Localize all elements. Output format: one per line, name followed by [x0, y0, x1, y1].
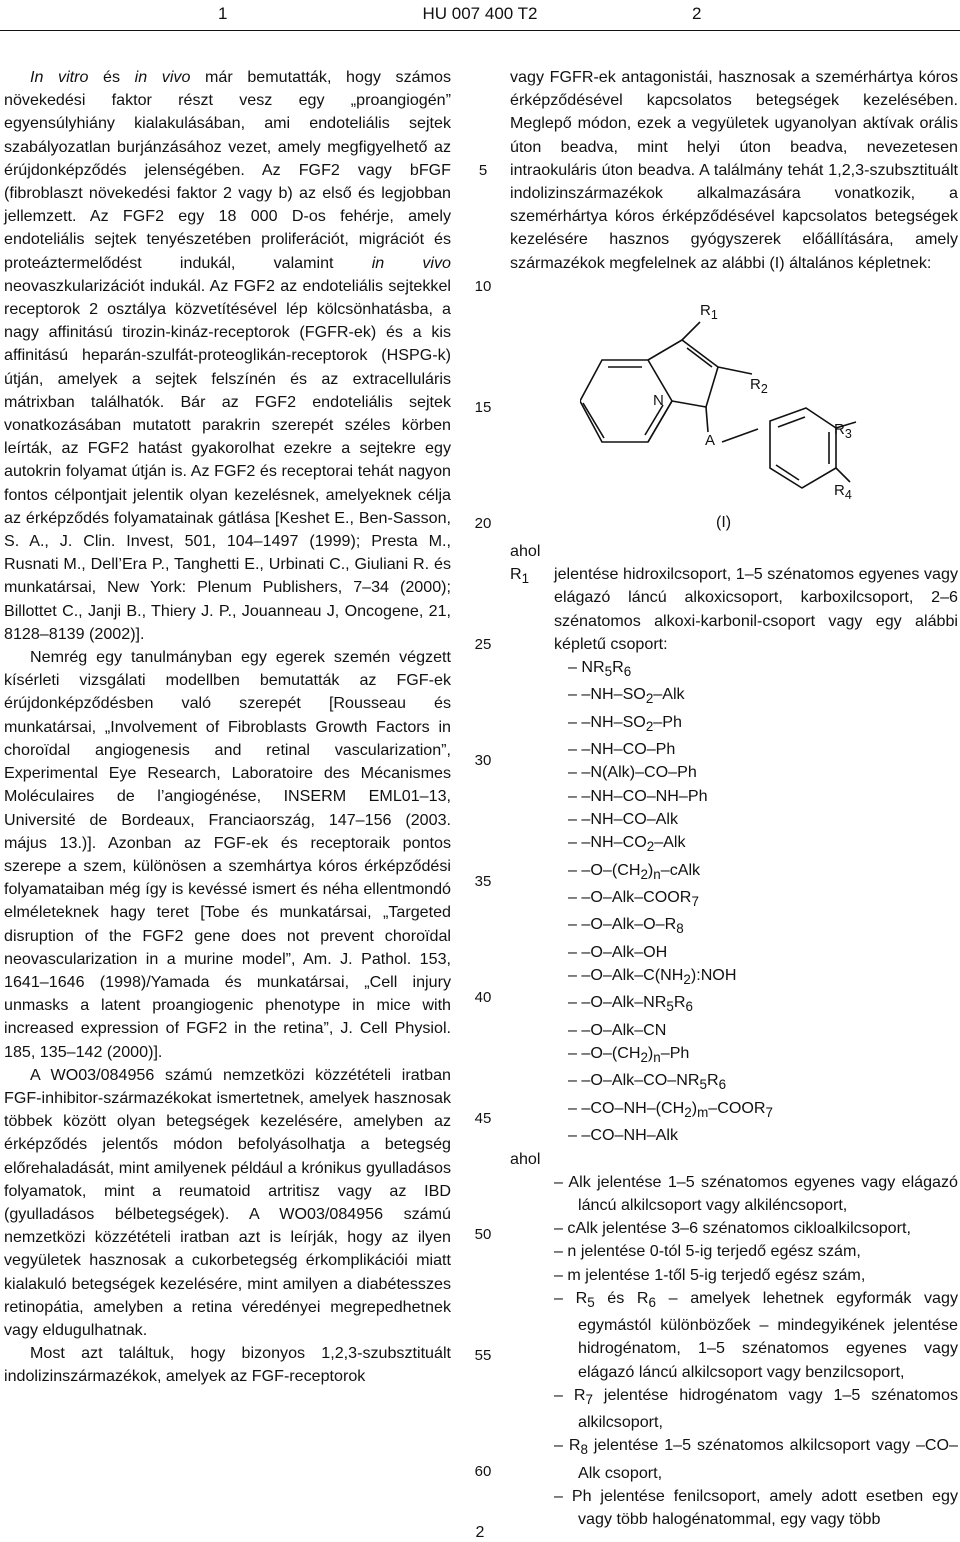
substituent-group: – $NR_5R_6$: [568, 658, 632, 680]
substituent-group: – $-O-(CH_2)_n-Ph$: [568, 1044, 690, 1066]
substituent-group-list: [510, 656, 958, 1147]
line-number: 35: [474, 873, 492, 890]
formula-caption: (I): [716, 514, 732, 531]
substituent-group: – $-O-(CH_2)_n$–cAlk: [568, 860, 701, 882]
label-r1: $R_1$: [700, 302, 718, 322]
subdefinition-item: – cAlk jelentése 3–6 szénatomos cikloalkilcsoport,: [554, 1219, 911, 1238]
line-number: 25: [474, 636, 492, 653]
substituent-group: – $-O-Alk-O-R_8$: [568, 915, 684, 937]
substituent-group: – $-O-Alk-COOR_7$: [568, 887, 699, 910]
right-column: [510, 66, 958, 275]
label-r3: $R_3$: [834, 421, 852, 441]
left-paragraph-1: In vitro és in vivo már bemutatták, hogy számos növekedési faktor részt vesz egy „proangiogén” egyensúlyhiány kialakulásában, ami endoteliális sejtek szabályozatlan burjánzásához vezet, amely megfigyelhető az érújdonképződés jelenségében. Az FGF2 vagy bFGF (fibroblaszt növekedési faktor 2 vagy b) az első és legjobban jellemzett. Az FGF2 egy 18 000 D-os fehérje, amely endoteliális sejtek tenyészetében proliferációt, migrációt és proteáztermelődést indukál, valamint in vivo neovaszkularizációt indukál. Az FGF2 az endoteliális sejtekkel receptorok 2 osztálya közvetítésével lép kölcsönhatásba, a nagy affinitású tirozin-kináz-receptorok (FGFR-ek) és a kis affinitású heparán-szulfát-proteoglikán-receptorok (HSPG-k) útján, amelyek a sejtek felszínén és az extracelluláris mátrixban találhatók. Bár az FGF2 endoteliális sejtek vonatkozásában mutatott parakrin szerepét széles körben leírták, az FGF2 hatást gyakorolhat ezekre a sejtekre egy autokrin folyamat útján is. Az FGF2 és receptorai tehát nagyon fontos célpontjait jelentik olyan kezelésnek, amelyeknek célja az érképződés folyamatainak gátlása [Keshet E., Ben-Sasson, S. A., J. Clin. Invest, 501, 104–1497 (1999); Presta M., Rusnati M., Dell’Era P., Tanghetti E., Urbinati C., Giuliani R. és munkatársai, New York: Plenum Publishers, 7–34 (2000); Billottet C., Janji B., Thiery J. P., Jouanneau J, Oncogene, 21, 8128–8139 (2002)].: [4, 68, 452, 643]
substituent-group: – $-NH-SO_2$–Alk: [568, 685, 685, 707]
subdefinition-item: – $R_5$ és $R_6$ – amelyek lehetnek egyformák vagy egymástól különbözőek – mindegyikének jelentése hidrogénatom, 1–5 szénatomos egyenes vagy elágazó láncú alkilcsoport vagy benzilcsoport,: [554, 1288, 958, 1381]
substituent-group: – $-CO-NH-(CH_2)_m-COOR_7$: [568, 1098, 773, 1121]
substituent-group: – $-NH-CO_2$–Alk: [568, 833, 686, 855]
benzene-ring: [770, 408, 836, 488]
substituent-group: – $-O-Alk-CO-NR_5R_6$: [568, 1071, 727, 1093]
subdefinition-item: – m jelentése 1-től 5-ig terjedő egész szám,: [554, 1265, 866, 1284]
r1-definition: [510, 563, 958, 656]
substituent-group: – –NH–CO–NH–Ph: [568, 786, 708, 805]
line-number: 55: [474, 1347, 492, 1364]
left-paragraph-4: Most azt találtuk, hogy bizonyos 1,2,3-szubsztituált indolizinszármazékok, amelyek az FGF-receptorok: [4, 1344, 451, 1386]
subdefinition-item: – Ph jelentése fenilcsoport, amely adott esetben egy vagy több halogénatommal, egy vagy több: [554, 1487, 958, 1529]
label-r4: $R_4$: [834, 482, 852, 502]
substituent-group: – –O–Alk–OH: [568, 942, 668, 961]
footer-page-number: 2: [475, 1524, 485, 1541]
substituent-group: – –N(Alk)–CO–Ph: [568, 763, 697, 782]
r1-key: $R_1$: [510, 565, 530, 587]
line-number: 20: [474, 515, 492, 532]
subdefinition-item: – $R_8$ jelentése 1–5 szénatomos alkilcsoport vagy –CO–Alk csoport,: [554, 1436, 958, 1482]
substituent-group: – $-O-Alk-C(NH_2):NOH$: [568, 965, 737, 988]
line-number: 60: [474, 1463, 492, 1480]
subdefinition-list: [510, 1171, 958, 1532]
label-a: A: [705, 432, 716, 449]
left-paragraph-3: A WO03/084956 számú nemzetközi közzétételi iratban FGF-inhibitor-származékokat ismertetnek, amelyek hasznosak többek között olyan betegségek kezelésére, amelyben az érképződés jelentős módon befolyásolhatja a betegség előrehaladását, mint amilyenek például a krónikus gyulladásos folyamatok, mint a reumatoid artritisz vagy az IBD (gyulladásos bélbetegségek). A WO03/084956 számú nemzetközi közzétételi iratban azt is leírják, hogy az ilyen vegyületek hasznosak a cukorbetegség érkomplikációi miatt kialakuló betegségek kezelésére, mint amilyen a diabétesszes retinopátia, amelyben a retina véredényei megrepedhetnek vagy eldugulhatnak.: [4, 1065, 451, 1339]
line-number: 30: [474, 752, 492, 769]
subdefinition-item: – Alk jelentése 1–5 szénatomos egyenes vagy elágazó láncú alkilcsoport vagy alkiléncsoport,: [554, 1172, 958, 1214]
left-column: [4, 66, 451, 1389]
header-rule: [0, 30, 960, 31]
line-number: 10: [474, 278, 492, 295]
ahol-label-1: ahol: [510, 542, 541, 560]
label-r2: $R_2$: [750, 376, 768, 396]
label-n: N: [653, 392, 664, 409]
line-number: 50: [474, 1226, 492, 1243]
header-right-page-number: 2: [692, 4, 702, 23]
line-number: 45: [474, 1110, 492, 1127]
line-number: 15: [474, 399, 492, 416]
substituent-group: – –NH–CO–Ph: [568, 740, 676, 759]
subdefinition-item: – n jelentése 0-tól 5-ig terjedő egész szám,: [554, 1242, 861, 1261]
header-document-id: HU 007 400 T2: [422, 4, 538, 23]
header-left-page-number: 1: [218, 4, 228, 23]
line-number: 5: [478, 162, 488, 179]
substituent-group: – –NH–CO–Alk: [568, 809, 679, 828]
substituent-group: – –O–Alk–CN: [568, 1020, 667, 1039]
chemical-structure: [580, 304, 880, 524]
line-number: 40: [474, 989, 492, 1006]
subdefinition-item: – $R_7$ jelentése hidrogénatom vagy 1–5 szénatomos alkilcsoport,: [554, 1385, 958, 1432]
substituent-group: – –CO–NH–Alk: [568, 1126, 679, 1145]
left-paragraph-2: Nemrég egy tanulmányban egy egerek szemén végzett kísérleti vizsgálati modellben bemutatták az FGF-ek érújdonképződésben való szerepét [Rousseau és munkatársai, „Involvement of Fibroblasts Growth Factors in choroïdal angiogenesis and retinal vascularization”, Experimental Eye Research, Laboratoire des Mécanismes Moléculaires de l’angiogénése, INSERM EML01–13, Université de Bordeaux, Franciaország, 147–156 (2003. május 13.)]. Azonban az FGF-ek és receptoraik pontos szerepe a szem, különösen a szemhártya kóros érképződési folyamataiban még így is kevéssé ismert és néha ellentmondó elméleteknek hagy teret [Tobe és munkatársai, „Targeted disruption of the FGF2 gene does not prevent choroïdal neovascularization in a murine model”, Am. J. Pathol. 153, 1641–1646 (1998)/Yamada és munkatársai, „Cell injury unmasks a latent proangiogenic phenotype in mice with increased expression of FGF2 in the retina”, J. Cell Physiol. 185, 135–142 (2000)].: [4, 648, 451, 1061]
right-paragraph-1: vagy FGFR-ek antagonistái, hasznosak a szemérhártya kóros érképződésével kapcsolatos betegségek kezelésében. Meglepő módon, ezek a vegyületek ugyanolyan aktívak orális úton beadva, mint helyi úton beadva, nevezetesen intraokuláris úton beadva. A találmány tehát 1,2,3-szubsztituált indolizinszármazékok alkalmazására vonatkozik, a szemérhártya kóros érképződésével kapcsolatos betegségek kezelésére hasznos gyógyszerek előállítására, amely származékok megfelelnek az alábbi (I) általános képletnek:: [510, 68, 958, 272]
ahol-label-2: ahol: [510, 1149, 541, 1168]
r1-text: jelentése hidroxilcsoport, 1–5 szénatomos egyenes vagy elágazó láncú alkoxicsoport, karboxilcsoport, 2–6 szénatomos alkoxi-karbonil-csoport vagy egy alábbi képletű csoport:: [554, 565, 958, 653]
substituent-group: – $-NH-SO_2-Ph$: [568, 712, 682, 735]
definitions: [510, 540, 958, 1531]
substituent-group: – $-O-Alk-NR_5R_6$: [568, 993, 693, 1015]
